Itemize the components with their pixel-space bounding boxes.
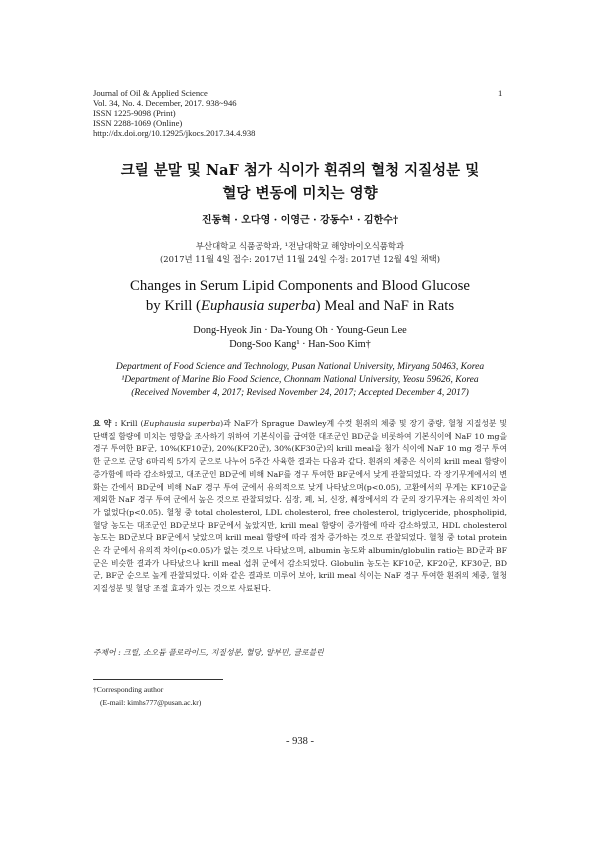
issn-print: ISSN 1225-9098 (Print): [93, 108, 176, 118]
abstract-species: Euphausia superba: [143, 419, 221, 428]
footnote-email[interactable]: (E-mail: kimhs777@pusan.ac.kr): [100, 698, 202, 707]
title-korean-line2: 혈당 변동에 미치는 영향: [222, 185, 378, 202]
journal-name: Journal of Oil & Applied Science: [93, 88, 208, 98]
page-number: - 938 -: [286, 736, 314, 747]
species-name: Euphausia superba: [200, 298, 316, 314]
authors-english-line2: Dong-Soo Kang¹ · Han-Soo Kim†: [229, 339, 371, 350]
footnote-divider: [93, 679, 223, 680]
title-english-post: ) Meal and NaF in Rats: [315, 298, 455, 314]
authors-english-line1: Dong-Hyeok Jin · Da-Young Oh · Young-Geun Lee: [193, 325, 407, 336]
abstract-body: [93, 418, 507, 596]
journal-info: [93, 88, 423, 138]
affiliation-english-line1: Department of Food Science and Technology, Pusan National University, Miryang 50463, Korea: [115, 362, 485, 372]
title-english-line2: [60, 296, 540, 317]
authors-korean: 진동혁 · 오다영 · 이영근 · 강동수¹ · 김한수†: [201, 215, 399, 226]
abstract: [93, 418, 507, 596]
received-dates-korean: (2017년 11월 4일 접수: 2017년 11월 24일 수정: 2017년 12월 4일 채택): [159, 254, 441, 264]
abstract-lead: 요 약 :: [93, 419, 118, 428]
affiliation-korean: 부산대학교 식품공학과, ¹전남대학교 해양바이오식품학과: [195, 241, 405, 251]
issn-online: ISSN 2288-1069 (Online): [93, 118, 183, 128]
abstract-text-2: )과 NaF가 Sprague Dawley계 수컷 흰쥐의 체중 및 장기 중량, 혈청 지질성분 및 단백질 함량에 미치는 영향을 조사하기 위하여 기본식이를 급여한 대조군인 BD군을 비롯하여 기본식이에 NaF 10 mg을 경구 투여한 BF군, 10%(KF10군), 20%(KF20군), 30%(KF30군)의 krill meal을 첨가 식이에 NaF 10 mg 경구 투여한 군으로 군당 6마리씩 5가지 군으로 나누어 5주간 사육한 결과는 다음과 같다. 흰쥐의 체중은 식이의 krill meal 함량이 증가함에 따라 감소하였고, 대조군인 BD군에 비해 NaF를 경구 투여한 BF군에서 낮게 관찰되었다. 각 장기무게에서의 변화는 간에서 BD군에 비해 NaF 경구 투여 군에서 유의적으로 낮게 나타났으며(p<0.05), 고환에서의 무게는 KF10군을 제외한 NaF 경구 투여 군에서 높은 것으로 관찰되었다. 심장, 폐, 뇌, 신장, 췌장에서의 각 군의 장기무게는 유의적인 차이가 없었다(p<0.05). 혈청 중 total cholesterol, LDL cholesterol, free cholesterol, triglyceride, phospholipid, 혈당 농도는 대조군인 BD군보다 BF군에서 높았지만, krill meal 함량이 증가함에 따라 감소하였고, HDL cholesterol 농도는 BD군보다 BF군에서 낮았으며 krill meal 함량에 따라 점차 증가하는 것으로 관찰되었다. 혈청 중 total protein은 각 군에서 유의적 차이(p<0.05)가 없는 것으로 나타났으며, albumin 농도와 albumin/globulin ratio는 BD군과 BF군은 비슷한 결과가 나타났으나 krill meal 섭취 군에서 감소되었다. Globulin 농도는 KF10군, KF20군, KF30군, BD군, BF군 순으로 높게 관찰되었다. 이와 같은 결과로 미루어 보아, krill meal 식이는 NaF 경구 투여한 흰쥐의 체중, 혈청 지질성분 및 혈당 조절 효과가 있는 것으로 사료된다.: [93, 419, 507, 594]
title-english-pre: by Krill (: [145, 298, 201, 314]
received-dates-english: (Received November 4, 2017; Revised November 24, 2017; Accepted December 4, 2017): [131, 388, 469, 398]
affiliation-english-line2: ¹Department of Marine Bio Food Science, Chonnam National University, Yeosu 59626, Korea: [121, 375, 479, 385]
journal-volume: Vol. 34, No. 4. December, 2017. 938~946: [93, 98, 237, 108]
footnote-corresponding: †Corresponding author: [93, 685, 164, 694]
abstract-text-1: Krill (: [117, 419, 144, 428]
title-english-line1: Changes in Serum Lipid Components and Blood Glucose: [130, 278, 470, 294]
title-korean-line1: 크릴 분말 및 NaF 첨가 식이가 흰쥐의 혈청 지질성분 및: [120, 162, 480, 179]
keywords: 주제어 : 크릴, 소오듐 플로라이드, 지질성분, 혈당, 알부민, 글로블린: [93, 648, 324, 657]
page-corner-number: 1: [498, 88, 503, 98]
doi-link[interactable]: http://dx.doi.org/10.12925/jkocs.2017.34.4.938: [93, 128, 256, 138]
